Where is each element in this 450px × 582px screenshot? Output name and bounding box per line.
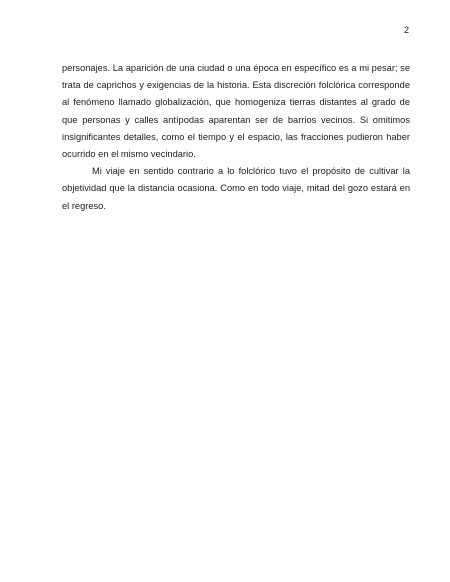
page-number: 2 — [403, 25, 409, 35]
body-text — [62, 60, 410, 215]
paragraph-continuation: personajes. La aparición de una ciudad o una época en específico es a mi pesar; se trata de caprichos y exigencias de la historia. Esta discreción folclórica corresponde al fenómeno llamado globalización, que homogeniza tierras distantes al grado de que personas y calles antípodas aparentan ser de barrios vecinos. Si omitimos insignificantes detalles, como el tiempo y el espacio, las fracciones pudieron haber ocurrido en el mismo vecindario. — [62, 63, 410, 160]
paragraph-viaje: Mi viaje en sentido contrario a lo folclórico tuvo el propósito de cultivar la objetividad que la distancia ocasiona. Como en todo viaje, mitad del gozo estará en el regreso. — [62, 166, 410, 211]
